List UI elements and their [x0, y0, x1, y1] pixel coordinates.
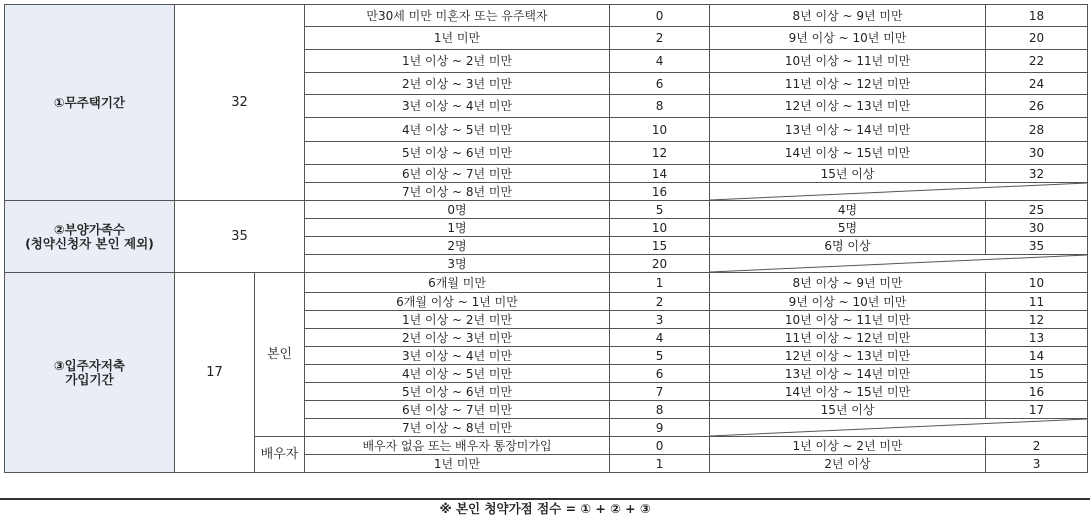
condition-cell: 3년 이상 ~ 4년 미만 [305, 95, 610, 118]
score-cell: 2 [610, 27, 710, 50]
condition-cell: 1년 미만 [305, 455, 610, 473]
score-cell: 30 [986, 219, 1088, 237]
score-cell: 18 [986, 5, 1088, 27]
condition-cell: 1년 이상 ~ 2년 미만 [305, 50, 610, 73]
condition-cell: 5년 이상 ~ 6년 미만 [305, 142, 610, 165]
condition-cell: 15년 이상 [710, 165, 986, 183]
condition-cell: 1명 [305, 219, 610, 237]
condition-cell: 5년 이상 ~ 6년 미만 [305, 383, 610, 401]
subgroup-label: 배우자 [255, 437, 305, 473]
score-cell: 2 [610, 293, 710, 311]
score-cell: 12 [986, 311, 1088, 329]
score-cell: 26 [986, 95, 1088, 118]
score-cell: 25 [986, 201, 1088, 219]
condition-cell: 6명 이상 [710, 237, 986, 255]
table-row [5, 273, 1088, 293]
total-score-note: ※ 본인 청약가점 점수 = ① + ② + ③ [439, 501, 651, 516]
score-cell: 14 [610, 165, 710, 183]
diagonal-slash [710, 183, 1087, 200]
score-cell: 30 [986, 142, 1088, 165]
condition-cell: 14년 이상 ~ 15년 미만 [710, 383, 986, 401]
condition-cell: 6개월 이상 ~ 1년 미만 [305, 293, 610, 311]
score-cell: 6 [610, 365, 710, 383]
condition-cell: 6개월 미만 [305, 273, 610, 293]
score-cell: 10 [610, 219, 710, 237]
condition-cell: 14년 이상 ~ 15년 미만 [710, 142, 986, 165]
score-cell: 10 [610, 118, 710, 142]
score-cell: 13 [986, 329, 1088, 347]
condition-cell: 13년 이상 ~ 14년 미만 [710, 365, 986, 383]
condition-cell: 9년 이상 ~ 10년 미만 [710, 293, 986, 311]
score-cell: 6 [610, 73, 710, 95]
category-label [5, 201, 175, 273]
condition-cell: 6년 이상 ~ 7년 미만 [305, 165, 610, 183]
score-cell: 24 [986, 73, 1088, 95]
condition-cell: 11년 이상 ~ 12년 미만 [710, 329, 986, 347]
table-row [5, 5, 1088, 27]
condition-cell: 5명 [710, 219, 986, 237]
score-cell: 14 [986, 347, 1088, 365]
condition-cell: 2명 [305, 237, 610, 255]
max-points-cell: 32 [175, 5, 305, 201]
score-cell: 0 [610, 5, 710, 27]
condition-cell: 13년 이상 ~ 14년 미만 [710, 118, 986, 142]
category-label [5, 273, 175, 473]
score-cell: 7 [610, 383, 710, 401]
score-cell: 5 [610, 201, 710, 219]
condition-cell: 15년 이상 [710, 401, 986, 419]
condition-cell: 1년 이상 ~ 2년 미만 [710, 437, 986, 455]
max-points-cell: 35 [175, 201, 305, 273]
condition-cell: 12년 이상 ~ 13년 미만 [710, 347, 986, 365]
condition-cell: 8년 이상 ~ 9년 미만 [710, 273, 986, 293]
condition-cell: 7년 이상 ~ 8년 미만 [305, 183, 610, 201]
diagonal-slash [710, 419, 1087, 436]
condition-cell: 7년 이상 ~ 8년 미만 [305, 419, 610, 437]
subgroup-label: 본인 [255, 273, 305, 437]
score-cell: 35 [986, 237, 1088, 255]
category-label-line: (청약신청자 본인 제외) [25, 235, 154, 251]
condition-cell: 2년 이상 ~ 3년 미만 [305, 329, 610, 347]
condition-cell: 2년 이상 ~ 3년 미만 [305, 73, 610, 95]
condition-cell: 3년 이상 ~ 4년 미만 [305, 347, 610, 365]
condition-cell: 4년 이상 ~ 5년 미만 [305, 118, 610, 142]
score-cell: 20 [610, 255, 710, 273]
score-cell: 22 [986, 50, 1088, 73]
condition-cell: 배우자 없음 또는 배우자 통장미가입 [305, 437, 610, 455]
category-label-line: ③입주자저축 [54, 357, 125, 373]
score-cell: 3 [610, 311, 710, 329]
score-cell: 1 [610, 455, 710, 473]
score-cell: 32 [986, 165, 1088, 183]
diagonal-slash [710, 255, 1087, 272]
score-cell: 15 [986, 365, 1088, 383]
score-cell: 8 [610, 401, 710, 419]
condition-cell: 1년 미만 [305, 27, 610, 50]
condition-cell: 3명 [305, 255, 610, 273]
condition-cell: 1년 이상 ~ 2년 미만 [305, 311, 610, 329]
category-label-line: ②부양가족수 [54, 221, 125, 237]
empty-diagonal-cell [710, 183, 1088, 201]
condition-cell: 8년 이상 ~ 9년 미만 [710, 5, 986, 27]
condition-cell: 2년 이상 [710, 455, 986, 473]
score-cell: 17 [986, 401, 1088, 419]
condition-cell: 0명 [305, 201, 610, 219]
condition-cell: 10년 이상 ~ 11년 미만 [710, 50, 986, 73]
category-label [5, 5, 175, 201]
score-table-body [5, 5, 1088, 473]
empty-diagonal-cell [710, 419, 1088, 437]
score-cell: 4 [610, 50, 710, 73]
score-cell: 10 [986, 273, 1088, 293]
score-cell: 20 [986, 27, 1088, 50]
score-cell: 5 [610, 347, 710, 365]
score-cell: 4 [610, 329, 710, 347]
condition-cell: 10년 이상 ~ 11년 미만 [710, 311, 986, 329]
condition-cell: 4년 이상 ~ 5년 미만 [305, 365, 610, 383]
score-cell: 16 [610, 183, 710, 201]
category-label-line: ①무주택기간 [54, 94, 125, 110]
score-cell: 12 [610, 142, 710, 165]
condition-cell: 만30세 미만 미혼자 또는 유주택자 [305, 5, 610, 27]
condition-cell: 12년 이상 ~ 13년 미만 [710, 95, 986, 118]
score-cell: 8 [610, 95, 710, 118]
empty-diagonal-cell [710, 255, 1088, 273]
score-cell: 16 [986, 383, 1088, 401]
condition-cell: 4명 [710, 201, 986, 219]
score-cell: 2 [986, 437, 1088, 455]
score-cell: 0 [610, 437, 710, 455]
score-cell: 3 [986, 455, 1088, 473]
score-cell: 15 [610, 237, 710, 255]
score-cell: 1 [610, 273, 710, 293]
condition-cell: 11년 이상 ~ 12년 미만 [710, 73, 986, 95]
score-cell: 28 [986, 118, 1088, 142]
score-cell: 9 [610, 419, 710, 437]
table-row [5, 201, 1088, 219]
condition-cell: 6년 이상 ~ 7년 미만 [305, 401, 610, 419]
condition-cell: 9년 이상 ~ 10년 미만 [710, 27, 986, 50]
score-table [4, 4, 1088, 473]
score-cell: 11 [986, 293, 1088, 311]
max-points-cell: 17 [175, 273, 255, 473]
category-label-line: 가입기간 [65, 371, 114, 387]
